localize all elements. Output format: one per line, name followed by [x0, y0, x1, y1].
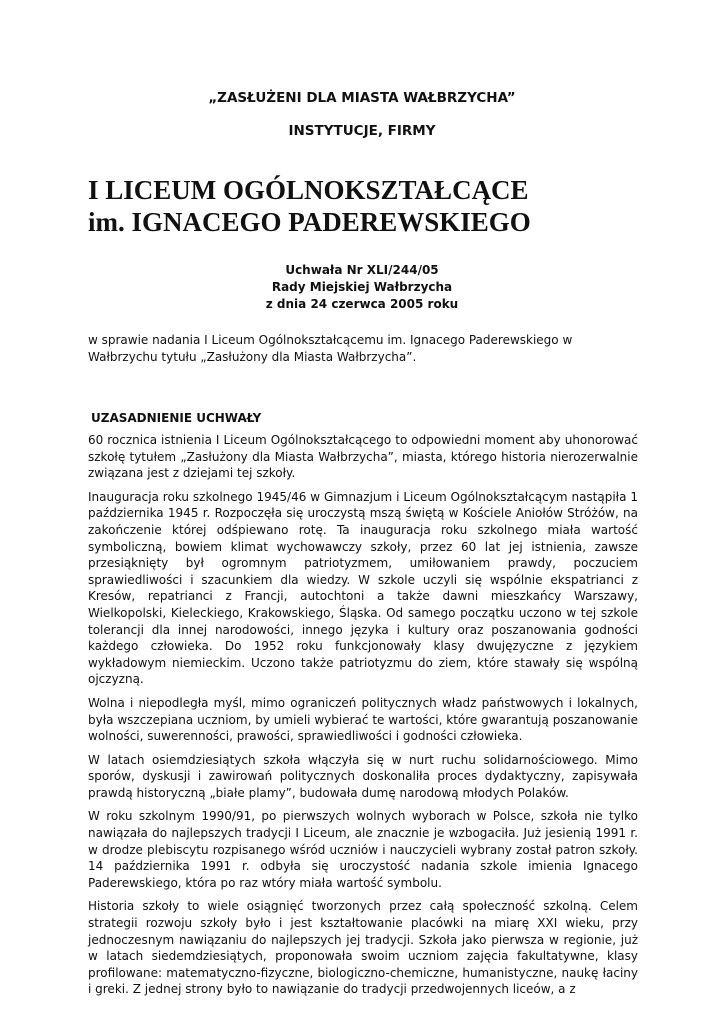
resolution-council: Rady Miejskiej Wałbrzycha: [271, 280, 453, 294]
justification-body: [88, 432, 638, 1005]
paragraph: W latach osiemdziesiątych szkoła włączyła się w nurt ruchu solidarnościowego. Mimo sporów, dyskusji i zawirowań politycznych doskonaliła proces dydaktyczny, zapisywała prawdą historyczną „białe plamy”, budowała dumę narodową młodych Polaków.: [88, 752, 638, 800]
resolution-block: [0, 262, 724, 313]
document-title: [88, 174, 648, 238]
document-category: INSTYTUCJE, FIRMY: [288, 123, 436, 139]
paragraph: W roku szkolnym 1990/91, po pierwszych wolnych wyborach w Polsce, szkoła nie tylko nawiązała do najlepszych tradycji I Liceum, ale znacznie je wzbogaciła. Już jesienią 1991 r. w drodze plebiscytu rozpisanego wśród uczniów i nauczycieli wybrany został patron szkoły. 14 października 1991 r. odbyła się uroczystość nadania szkole imienia Ignacego Paderewskiego, która po raz wtóry miała wartość symbolu.: [88, 809, 638, 890]
justification-heading: UZASADNIENIE UCHWAŁY: [91, 411, 262, 425]
title-line-2: im. IGNACEGO PADEREWSKIEGO: [88, 207, 531, 237]
resolution-subject: w sprawie nadania I Liceum Ogólnokształcącemu im. Ignacego Paderewskiego w Wałbrzychu tytułu „Zasłużony dla Miasta Wałbrzycha”.: [88, 333, 573, 364]
paragraph: Wolna i niepodległa myśl, mimo ograniczeń politycznych władz państwowych i lokalnych, była wszczepiana uczniom, by umieli wybierać te wartości, które gwarantują poszanowanie wolności, suwerenności, prawości, sprawiedliwości i godności człowieka.: [88, 695, 638, 744]
resolution-number: Uchwała Nr XLI/244/05: [285, 263, 439, 277]
title-line-1: I LICEUM OGÓLNOKSZTAŁCĄCE: [88, 175, 529, 205]
paragraph: 60 rocznica istnienia I Liceum Ogólnokształcącego to odpowiedni moment aby uhonorować szkołę tytułem „Zasłużony dla Miasta Wałbrzycha”, miasta, którego historia nierozerwalnie związana jest z dziejami tej szkoły.: [88, 433, 638, 481]
paragraph: Historia szkoły to wiele osiągnięć tworzonych przez całą społeczność szkolną. Celem strategii rozwoju szkoły było i jest kształtowanie placówki na miarę XXI wieku, przy jednoczesnym nawiązaniu do najlepszych jej tradycji. Szkoła jako pierwsza w regionie, już w latach siedemdziesiątych, proponowała swoim uczniom zajęcia fakultatywne, klasy profilowane: matematyczno-fizyczne, biologiczno-chemiczne, humanistyczne, naukę łaciny i greki. Z jednej strony było to nawiązanie do tradycji przedwojennych liceów, a z: [88, 899, 638, 997]
document-subtitle: „ZASŁUŻENI DLA MIASTA WAŁBRZYCHA”: [208, 90, 516, 106]
paragraph: Inauguracja roku szkolnego 1945/46 w Gimnazjum i Liceum Ogólnokształcącym nastąpiła 1 października 1945 r. Rozpoczęła się uroczystą mszą świętą w Kościele Aniołów Stróżów, na zakończenie której odśpiewano rotę. Ta inauguracja roku szkolnego miała wartość symboliczną, bowiem klimat wychowawczy szkoły, przez 60 lat jej istnienia, zawsze przesiąknięty był ogromnym patriotyzmem, umiłowaniem prawdy, poczuciem sprawiedliwości i szacunkiem dla wiedzy. W szkole uczyli się wspólnie ekspatrianci z Kresów, repatrianci z Francji, autochtoni a także dawni mieszkańcy Warszawy, Wielkopolski, Kieleckiego, Krakowskiego, Śląska. Od samego początku uczono w tej szkole tolerancji dla innej narodowości, innego języka i kultury oraz poszanowania godności każdego człowieka. Do 1952 roku funkcjonowały klasy dwujęzyczne z językiem wykładowym niemieckim. Uczono także patriotyzmu do ziem, które stawały się wspólną ojczyzną.: [88, 489, 638, 687]
resolution-date: z dnia 24 czerwca 2005 roku: [265, 297, 459, 311]
